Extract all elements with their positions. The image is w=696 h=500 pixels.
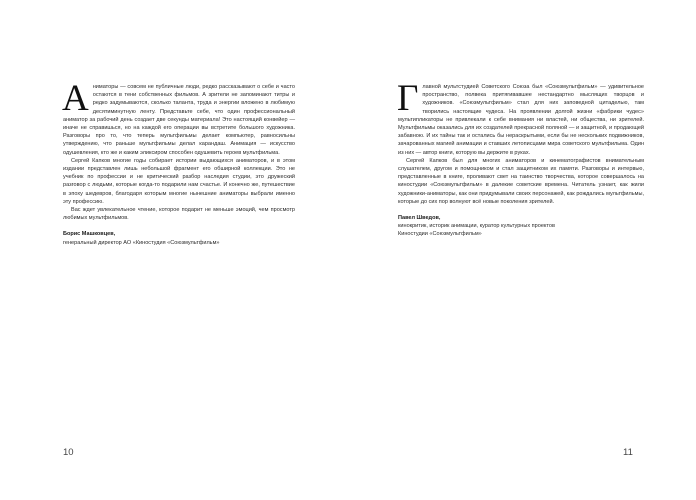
left-signature-role: генеральный директор АО «Киностудия «Союзмультфильм»: [63, 239, 220, 246]
left-paragraph-3: Вас ждет увлекательное чтение, которое подарит не меньше эмоций, чем просмотр любимых мультфильмов.: [63, 207, 295, 222]
right-dropcap: Г: [397, 78, 419, 119]
left-dropcap: А: [62, 78, 89, 119]
left-paragraph-1: [62, 78, 295, 157]
right-signature: [398, 214, 644, 239]
right-text-column: [397, 78, 644, 239]
left-paragraph-2: Сергей Капков многие годы собирает истории выдающихся аниматоров, и в этом издании представлен лишь небольшой фрагмент его обширной коллекции. Это не учебник по профессии и не критический разбор наследия студии, это дружеский разговор с людьми, которые когда-то подарили нам счастье. И конечно же, путешествие в эпоху шедевров, благодаря которым многие нынешние аниматоры выбрали именно эту профессию.: [63, 157, 295, 205]
left-paragraph-1-text: ниматоры — совсем не публичные люди, редко рассказывают о себе и часто остаются в тени собственных фильмов. А зрители не запоминают титры и редко задумываются, сколько таланта, труда и энергии вложено в любимую десятиминутную ленту. Представьте себе, что один профессиональный аниматор за рабочий день создает две секунды материала! Это настоящий конвейер — иначе не справишься, но на каждой его операции вы встретите большого художника. Разговоры про то, что теперь мультфильмы делает компьютер, равносильны утверждению, что раньше мультфильмы делал карандаш. Анимация — искусство одушевления, кто же и каким эликсиром способен одушевить героев мультфильма.: [63, 84, 295, 156]
left-page-number: 10: [63, 447, 74, 458]
right-paragraph-2: Сергей Капков был для многих аниматоров и кинематографистов внимательным слушателем, другом и помощником и стал защитником их памяти. Разговоры и интервью, представленные в книге, проливают свет на таинство творчества, которое совершалось на киностудии «Союзмультфильм» в далекие советские времена. Читатель узнает, как жили художники-аниматоры, как они придумывали своих персонажей, как рождались мультфильмы, которые до сих пор волнуют всё новые поколения зрителей.: [398, 157, 644, 205]
right-signature-role-line-1: кинокритик, историк анимации, куратор культурных проектов: [398, 223, 555, 230]
right-page-number: 11: [623, 447, 633, 458]
left-text-column: [62, 78, 295, 247]
right-page: [348, 0, 696, 500]
right-paragraph-1: [397, 78, 644, 157]
right-signature-name: Павел Шведов,: [398, 215, 441, 222]
left-signature: [63, 230, 295, 246]
right-signature-role-line-2: Киностудии «Союзмультфильм»: [398, 231, 482, 238]
left-signature-name: Борис Машковцев,: [63, 231, 116, 238]
right-paragraph-1-text: лавной мультстудией Советского Союза был «Союзмультфильм» — удивительное пространство, полвека притягивавшее нестандартно мыслящих творцов и художников. «Союзмультфильм» стал для них заповедной цитаделью, там творились настоящие чудеса. На проявлении долгой жизни «фабрики чудес» мультипликаторы не привлекали к себе внимания ни властей, ни общества, ни зрителей. Мультфильмы оказались для их создателей прекрасной поляной — и защитной, и продающей забавною. И их тайны так и остались бы нераскрытыми, если бы не нескольких подвижников, зачарованных магией анимации и ставших летописцами мира советского мультфильма. Один из них — автор книги, которую вы держите в руках.: [398, 84, 644, 156]
